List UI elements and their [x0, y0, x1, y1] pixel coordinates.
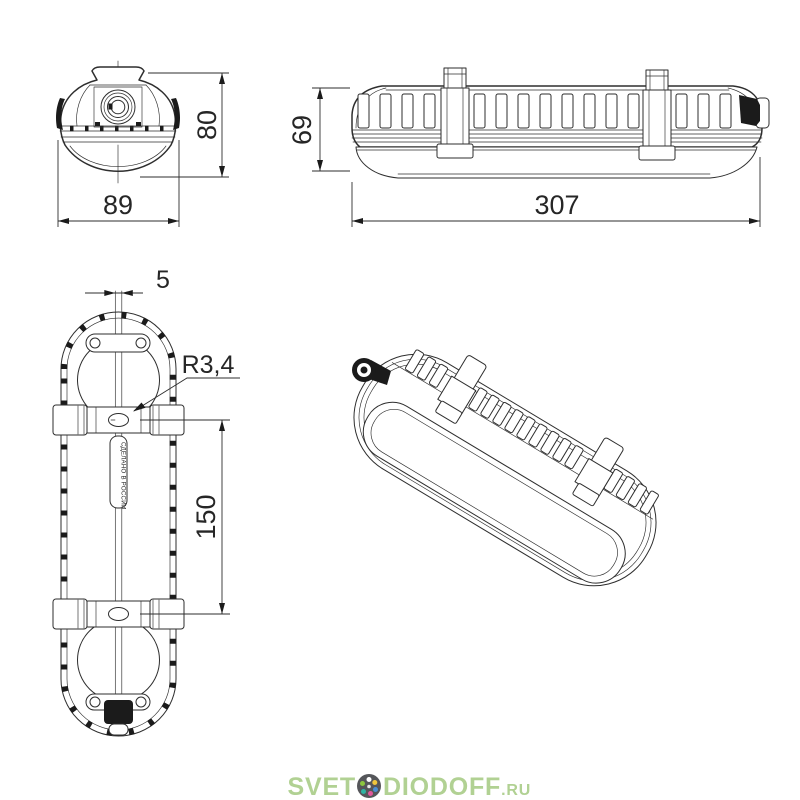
top-view-slot-width-dimension	[85, 266, 170, 296]
top-view-mount-spacing-label: 150	[191, 494, 222, 540]
watermark-text-main: DIODOFF.RU	[383, 773, 532, 800]
led-logo-icon	[357, 774, 381, 798]
side-view-diffuser-outline	[356, 147, 757, 178]
end-view-height-label: 80	[192, 109, 223, 141]
side-view-mounting-clip-1	[437, 68, 473, 158]
end-view-cable-gland-icon	[101, 90, 135, 124]
watermark-text-tld: .RU	[501, 782, 532, 799]
top-view-slot-width-label: 5	[156, 266, 170, 294]
side-view-cable-gland-icon	[739, 95, 769, 128]
top-view-made-in-label	[110, 436, 127, 510]
watermark-text-prefix: SVET	[287, 773, 356, 800]
side-view-height-label: 69	[287, 114, 318, 146]
side-view	[287, 68, 769, 227]
side-view-length-label: 307	[534, 190, 580, 220]
top-view-body-outline	[61, 312, 176, 736]
end-view	[56, 61, 229, 227]
watermark	[288, 773, 532, 800]
end-view-width-label: 89	[102, 190, 134, 220]
top-view	[53, 266, 240, 736]
side-view-height-dimension	[287, 88, 350, 171]
made-in-label-text: СДЕЛАНО В РОССИИ	[119, 442, 127, 510]
side-view-mounting-clip-2	[639, 70, 675, 160]
iso-view	[332, 316, 688, 608]
top-view-slot-radius-label: R3,4	[181, 351, 235, 379]
